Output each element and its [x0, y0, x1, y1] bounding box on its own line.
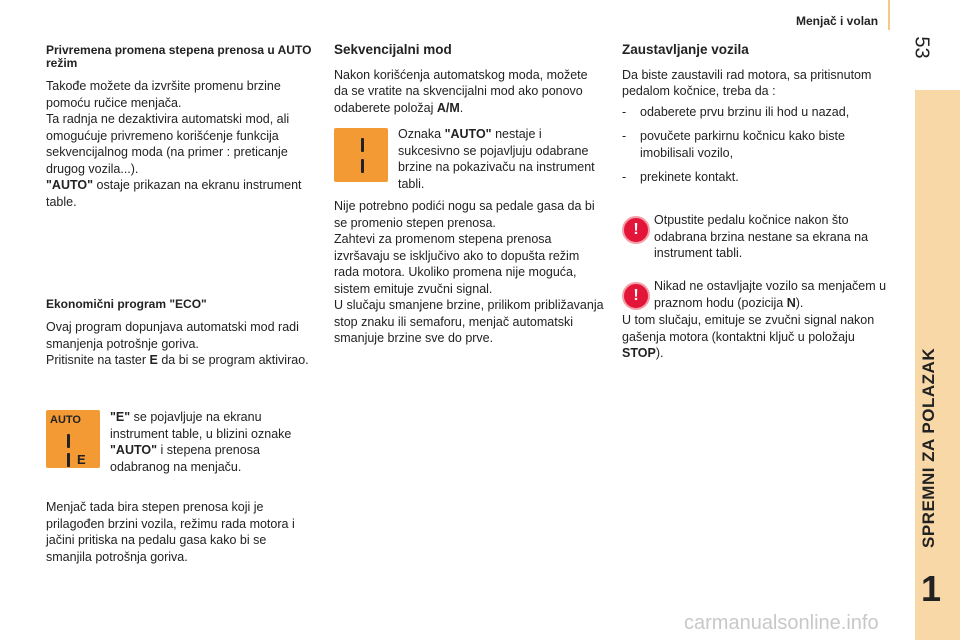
auto-e-indicator-icon [46, 410, 100, 468]
heading-eco: Ekonomični program "ECO" [46, 297, 207, 311]
para: Nije potrebno podići nogu sa pedale gasa da bi se promenio stepen prenosa. [334, 199, 595, 230]
para: "AUTO" ostaje prikazan na ekranu instrument table. [46, 178, 302, 209]
para: Nakon korišćenja automatskog moda, možete da se vratite na skvencijalni mod ako ponovo odaberete položaj A/M. [334, 67, 588, 115]
watermark: carmanualsonline.info [684, 612, 879, 634]
warning-text: Nikad ne ostavljajte vozilo sa menjačem u praznom hodu (pozicija N). [654, 279, 887, 310]
para: Ta radnja ne dezaktivira automatski mod, ali omogućuje privremeno korišćenje funkcija sekvencijalnog moda (na primer : preticanje drugog vozila...). [46, 112, 290, 176]
icon-label-auto: AUTO [50, 414, 81, 426]
heading-sequential: Sekvencijalni mod [334, 42, 452, 57]
gear-bar-icon [361, 138, 364, 152]
warning-text: Otpustite pedalu kočnice nakon što odabrana brzina nestane sa ekrana na instrument tabli. [654, 213, 869, 260]
heading-auto: Privremena promena stepena prenosa u AUTO režim [46, 43, 312, 70]
para: Zahtevi za promenom stepena prenosa izvršavaju se isključivo ako to dopušta režim rada motora. Ukoliko promena nije moguća, sistem emituje zvučni signal. [334, 232, 580, 296]
column-2-body [334, 198, 606, 357]
heading-stop: Zaustavljanje vozila [622, 42, 749, 57]
note-eco [110, 409, 320, 485]
gear-bar-icon [361, 159, 364, 173]
para: U slučaju smanjene brzine, prilikom približavanja stop znaku ili semaforu, menjač automatski smanjuje brzine sve do prve. [334, 298, 604, 345]
chapter-title: SPREMNI ZA POLAZAK [919, 347, 938, 548]
note-text: Oznaka "AUTO" nestaje i sukcesivno se pojavljuju odabrane brzine na pokazivaču na instrument tabli. [398, 127, 595, 191]
gear-indicator-icon [334, 128, 388, 182]
gear-bar-icon [67, 453, 70, 467]
para: Pritisnite na taster E da bi se program aktivirao. [46, 353, 309, 367]
para-eco-end [46, 499, 314, 575]
column-3 [622, 42, 898, 194]
column-1-eco [46, 298, 314, 379]
chapter-number: 1 [921, 568, 942, 609]
para: Ovaj program dopunjava automatski mod radi smanjenja potrošnje goriva. [46, 320, 299, 351]
warning-icon: ! [622, 282, 650, 310]
warning-text: U tom slučaju, emituje se zvučni signal nakon gašenja motora (kontaktni ključ u položaju STOP). [622, 313, 875, 360]
header-divider [888, 0, 890, 30]
warning-1 [654, 212, 892, 272]
page-number: 53 [910, 36, 933, 59]
column-1 [46, 44, 314, 220]
para: Menjač tada bira stepen prenosa koji je prilagođen brzini vozila, režimu rada motora i jačini pritiska na pedalu gasa kako bi se smanjila potrošnja goriva. [46, 500, 295, 564]
list-item: - odaberete prvu brzinu ili hod u nazad, [622, 104, 850, 119]
warning-2 [654, 278, 898, 311]
list-item: - prekinete kontakt. [622, 170, 739, 184]
column-2 [334, 42, 604, 126]
icon-label-e: E [77, 452, 86, 467]
note-text: "E" se pojavljuje na ekranu instrument table, u blizini oznake "AUTO" i stepena prenosa odabranog na menjaču. [110, 410, 292, 474]
warning-icon: ! [622, 216, 650, 244]
list-item: - povučete parkirnu kočnicu kako biste imobilisali vozilo, [622, 129, 845, 160]
para: Takođe možete da izvršite promenu brzine pomoću ručice menjača. [46, 79, 281, 110]
warning-2-cont [622, 312, 892, 372]
para: Da biste zaustavili rad motora, sa pritisnutom pedalom kočnice, treba da : [622, 67, 872, 98]
gear-bar-icon [67, 434, 70, 448]
note-sequential [398, 126, 598, 202]
header-title: Menjač i volan [796, 14, 879, 28]
